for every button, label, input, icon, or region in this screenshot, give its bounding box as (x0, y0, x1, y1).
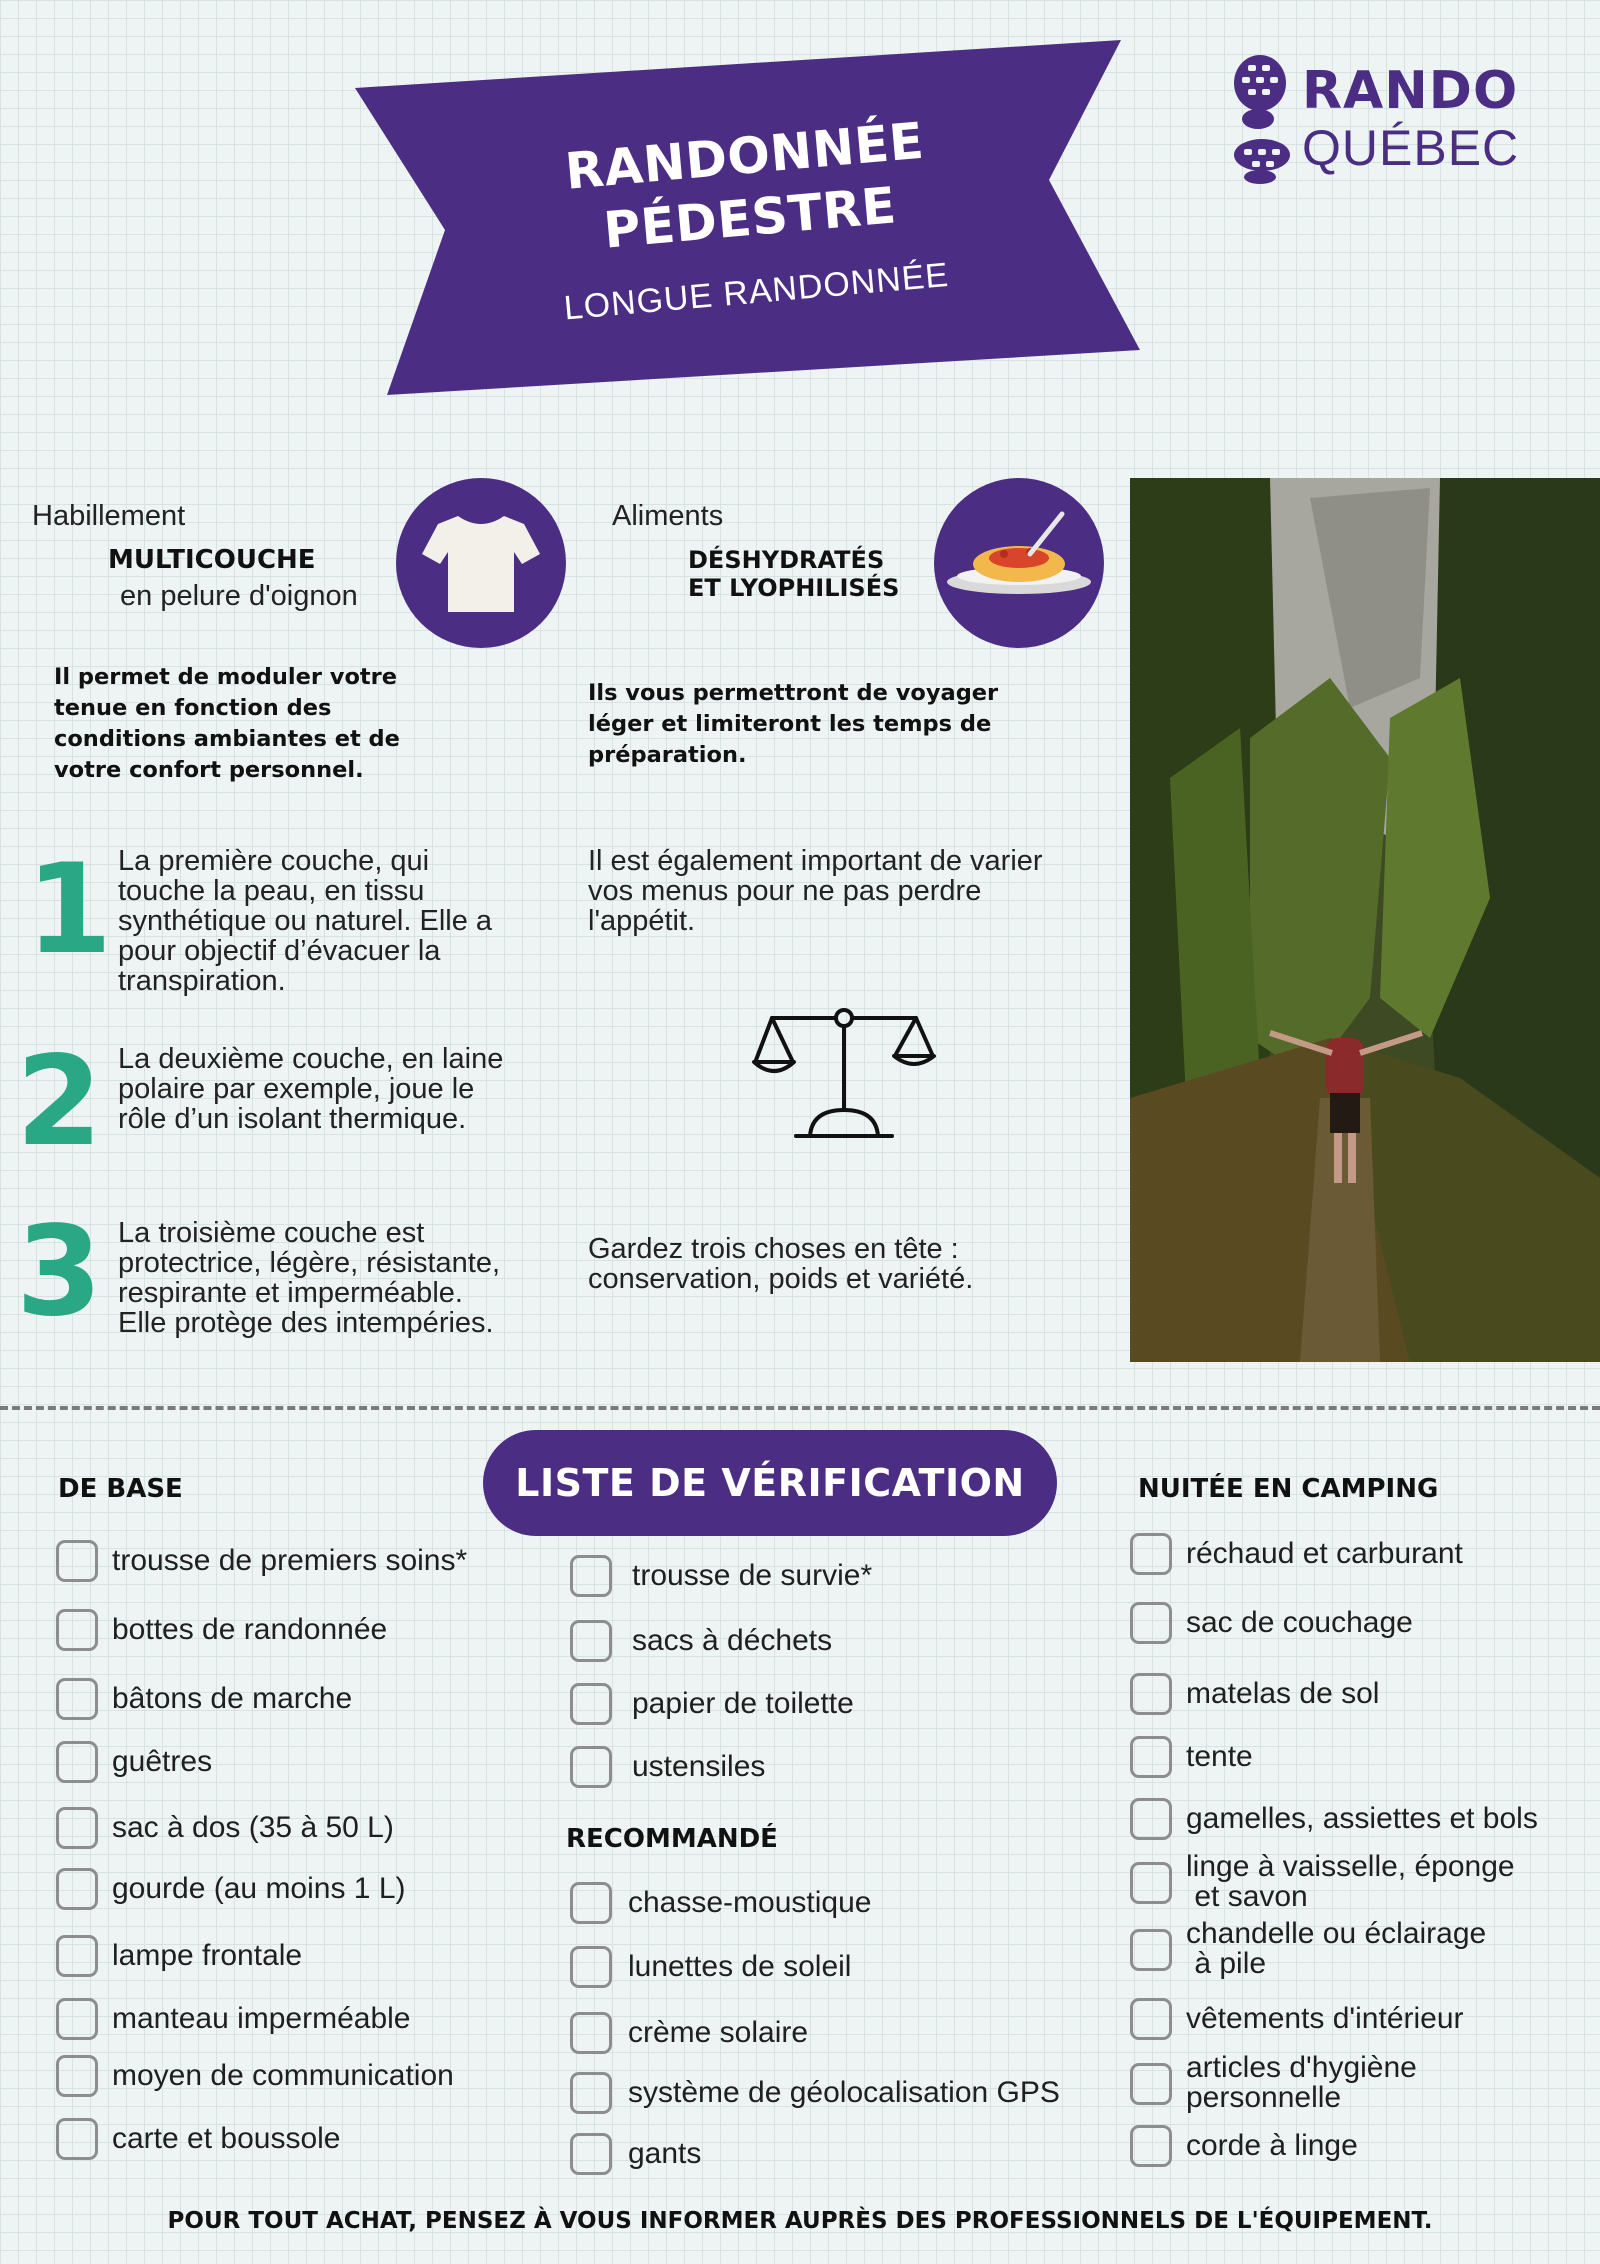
aliments-bold-2: ET LYOPHILISÉS (688, 574, 900, 602)
page-title-line1: RANDONNÉE (562, 111, 927, 201)
checkbox-base-3[interactable] (56, 1678, 98, 1720)
section-heading-camping: NUITÉE EN CAMPING (1138, 1474, 1439, 1504)
checklist-item-camping: vêtements d'intérieur (1186, 2002, 1464, 2035)
habillement-lead: Il permet de moduler votre tenue en fonction des conditions ambiantes et de votre confort personnel. (54, 664, 400, 783)
checkbox-base-1[interactable] (56, 1540, 98, 1582)
layer-number-3: 3 (16, 1200, 103, 1344)
checkbox-camping-5[interactable] (1130, 1798, 1172, 1840)
checkbox-camping-6[interactable] (1130, 1862, 1172, 1904)
checkbox-middle-4[interactable] (570, 1746, 612, 1788)
aliments-text-1: Il est également important de varier vos menus pour ne pas perdre l'appétit. (588, 845, 1043, 937)
balance-scale-icon (752, 998, 936, 1142)
checklist-item-base: bâtons de marche (112, 1682, 353, 1715)
checklist-item-middle: trousse de survie* (632, 1559, 873, 1592)
checkbox-base-2[interactable] (56, 1609, 98, 1651)
checklist-item-camping: matelas de sol (1186, 1677, 1380, 1710)
checklist-item-base: carte et boussole (112, 2122, 341, 2155)
hiker-forest-photo (1130, 478, 1600, 1362)
hiking-boot-prints-icon (1228, 55, 1292, 185)
layer-number-1: 1 (26, 838, 113, 982)
aliments-label: Aliments (612, 500, 724, 532)
checkbox-base-7[interactable] (56, 1935, 98, 1977)
checklist-item-base: manteau imperméable (112, 2002, 411, 2035)
checklist-item-camping: tente (1186, 1740, 1253, 1773)
pasta-icon-circle (934, 478, 1104, 648)
page-title-line2: PÉDESTRE (601, 176, 899, 260)
checklist-item-recommande: gants (628, 2137, 702, 2170)
checkbox-recommande-3[interactable] (570, 2012, 612, 2054)
checklist-item-camping: gamelles, assiettes et bols (1186, 1802, 1538, 1835)
checkbox-base-9[interactable] (56, 2055, 98, 2097)
checkbox-base-5[interactable] (56, 1807, 98, 1849)
checkbox-base-4[interactable] (56, 1741, 98, 1783)
checklist-item-middle: papier de toilette (632, 1687, 854, 1720)
checklist-item-base: lampe frontale (112, 1939, 303, 1972)
habillement-bold: MULTICOUCHE (108, 545, 316, 575)
checklist-item-recommande: lunettes de soleil (628, 1950, 852, 1983)
checklist-item-middle: sacs à déchets (632, 1624, 833, 1657)
checklist-item-base: moyen de communication (112, 2059, 454, 2092)
footer-note: POUR TOUT ACHAT, PENSEZ À VOUS INFORMER AUPRÈS DES PROFESSIONNELS DE L'ÉQUIPEMENT. (167, 2208, 1433, 2234)
checklist-title: LISTE DE VÉRIFICATION (483, 1430, 1057, 1536)
habillement-sub: en pelure d'oignon (120, 580, 358, 612)
checkbox-camping-7[interactable] (1130, 1929, 1172, 1971)
checklist-item-base: gourde (au moins 1 L) (112, 1872, 406, 1905)
checkbox-recommande-1[interactable] (570, 1882, 612, 1924)
layer-text-1: La première couche, qui touche la peau, en tissu synthétique ou naturel. Elle a pour objectif d’évacuer la transpiration. (118, 845, 493, 997)
checklist-item-middle: ustensiles (632, 1750, 766, 1783)
checklist-item-camping: chandelle ou éclairage à pile (1186, 1917, 1487, 1980)
rando-quebec-logo (1228, 55, 1548, 185)
checklist-item-recommande: chasse-moustique (628, 1886, 872, 1919)
checklist-item-camping: sac de couchage (1186, 1606, 1413, 1639)
checklist-item-camping: articles d'hygiène personnelle (1186, 2051, 1417, 2114)
checklist-item-base: sac à dos (35 à 50 L) (112, 1811, 394, 1844)
checkbox-camping-1[interactable] (1130, 1533, 1172, 1575)
checkbox-middle-2[interactable] (570, 1620, 612, 1662)
checkbox-recommande-4[interactable] (570, 2072, 612, 2114)
pasta-plate-icon (934, 478, 1104, 648)
section-heading-base: DE BASE (58, 1474, 183, 1504)
section-heading-recommande: RECOMMANDÉ (566, 1824, 778, 1854)
checkbox-camping-4[interactable] (1130, 1736, 1172, 1778)
aliments-bold-1: DÉSHYDRATÉS (688, 546, 885, 574)
checkbox-camping-9[interactable] (1130, 2063, 1172, 2105)
layer-number-2: 2 (16, 1030, 103, 1174)
aliments-lead: Ils vous permettront de voyager léger et limiteront les temps de préparation. (588, 680, 999, 768)
checkbox-camping-10[interactable] (1130, 2125, 1172, 2167)
checklist-item-camping: réchaud et carburant (1186, 1537, 1463, 1570)
checkbox-base-6[interactable] (56, 1868, 98, 1910)
page-subtitle: LONGUE RANDONNÉE (562, 255, 951, 328)
habillement-label: Habillement (32, 500, 186, 532)
checkbox-camping-3[interactable] (1130, 1673, 1172, 1715)
checklist-item-camping: corde à linge (1186, 2129, 1358, 2162)
checklist-item-recommande: crème solaire (628, 2016, 809, 2049)
logo-line2: QUÉBEC (1302, 120, 1520, 176)
checklist-item-base: trousse de premiers soins* (112, 1544, 468, 1577)
tshirt-icon (396, 478, 566, 648)
layer-text-2: La deuxième couche, en laine polaire par exemple, joue le rôle d’un isolant thermique. (118, 1043, 504, 1135)
checkbox-camping-2[interactable] (1130, 1602, 1172, 1644)
checkbox-base-8[interactable] (56, 1998, 98, 2040)
tshirt-icon-circle (396, 478, 566, 648)
checklist-item-base: guêtres (112, 1745, 213, 1778)
aliments-text-2: Gardez trois choses en tête : conservation, poids et variété. (588, 1233, 974, 1295)
checkbox-middle-1[interactable] (570, 1555, 612, 1597)
title-banner (355, 40, 1145, 395)
checkbox-middle-3[interactable] (570, 1683, 612, 1725)
checkbox-camping-8[interactable] (1130, 1998, 1172, 2040)
checkbox-recommande-2[interactable] (570, 1946, 612, 1988)
checklist-item-base: bottes de randonnée (112, 1613, 388, 1646)
section-divider (0, 1406, 1600, 1410)
layer-text-3: La troisième couche est protectrice, légère, résistante, respirante et imperméable. Elle protège des intempéries. (118, 1217, 501, 1339)
checklist-item-camping: linge à vaisselle, éponge et savon (1186, 1850, 1515, 1913)
checkbox-recommande-5[interactable] (570, 2133, 612, 2175)
logo-line1: RANDO (1302, 61, 1519, 121)
checkbox-base-10[interactable] (56, 2118, 98, 2160)
checklist-item-recommande: système de géolocalisation GPS (628, 2076, 1060, 2109)
